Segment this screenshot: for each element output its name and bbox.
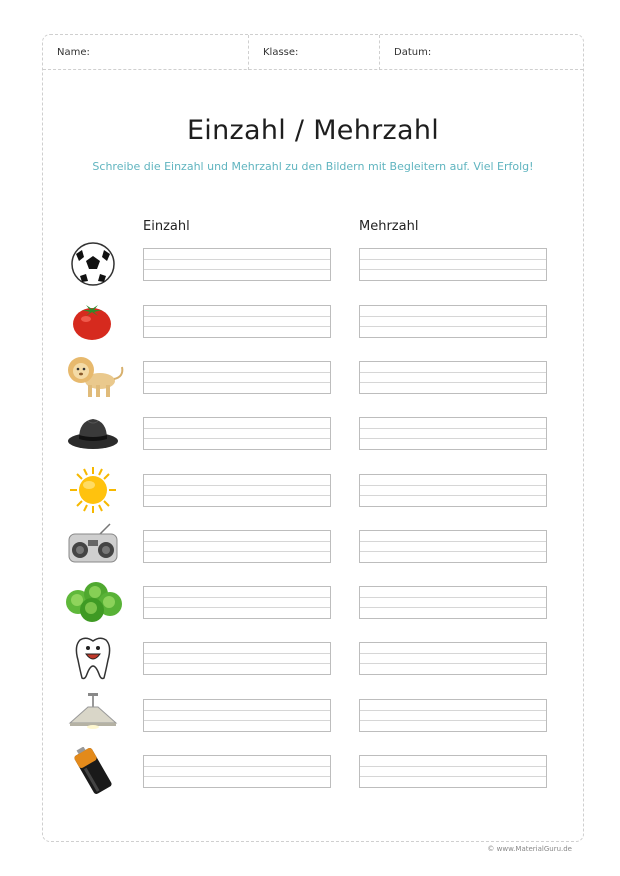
einzahl-writing-lines[interactable] <box>143 755 331 788</box>
klasse-label: Klasse: <box>263 47 299 58</box>
datum-label: Datum: <box>394 47 432 58</box>
tomato-icon <box>66 297 120 345</box>
einzahl-writing-lines[interactable] <box>143 642 331 675</box>
einzahl-writing-lines[interactable] <box>143 586 331 619</box>
column-header-einzahl: Einzahl <box>143 219 190 234</box>
mehrzahl-writing-lines[interactable] <box>359 586 547 619</box>
lamp-icon <box>66 691 120 739</box>
einzahl-writing-lines[interactable] <box>143 530 331 563</box>
copyright-footer: © www.MaterialGuru.de <box>487 845 572 853</box>
mehrzahl-writing-lines[interactable] <box>359 474 547 507</box>
cabbage-icon <box>64 578 124 626</box>
name-label: Name: <box>57 47 90 58</box>
lion-icon <box>64 353 126 401</box>
einzahl-writing-lines[interactable] <box>143 248 331 281</box>
column-header-mehrzahl: Mehrzahl <box>359 219 419 234</box>
einzahl-writing-lines[interactable] <box>143 417 331 450</box>
einzahl-writing-lines[interactable] <box>143 361 331 394</box>
mehrzahl-writing-lines[interactable] <box>359 755 547 788</box>
einzahl-writing-lines[interactable] <box>143 474 331 507</box>
header-row <box>43 35 583 70</box>
tooth-icon <box>66 634 120 682</box>
mehrzahl-writing-lines[interactable] <box>359 642 547 675</box>
einzahl-writing-lines[interactable] <box>143 305 331 338</box>
klasse-field[interactable] <box>248 35 379 70</box>
exercise-row <box>0 755 620 815</box>
name-field[interactable] <box>43 35 248 70</box>
datum-field[interactable] <box>379 35 583 70</box>
battery-icon <box>66 747 120 795</box>
instructions: Schreibe die Einzahl und Mehrzahl zu den Bildern mit Begleitern auf. Viel Erfolg! <box>92 160 534 173</box>
hat-icon <box>66 409 120 457</box>
mehrzahl-writing-lines[interactable] <box>359 361 547 394</box>
soccer-ball-icon <box>66 240 120 288</box>
mehrzahl-writing-lines[interactable] <box>359 699 547 732</box>
mehrzahl-writing-lines[interactable] <box>359 530 547 563</box>
mehrzahl-writing-lines[interactable] <box>359 305 547 338</box>
einzahl-writing-lines[interactable] <box>143 699 331 732</box>
mehrzahl-writing-lines[interactable] <box>359 248 547 281</box>
mehrzahl-writing-lines[interactable] <box>359 417 547 450</box>
page-title: Einzahl / Mehrzahl <box>186 115 440 146</box>
sun-icon <box>66 466 120 514</box>
radio-icon <box>66 522 120 570</box>
